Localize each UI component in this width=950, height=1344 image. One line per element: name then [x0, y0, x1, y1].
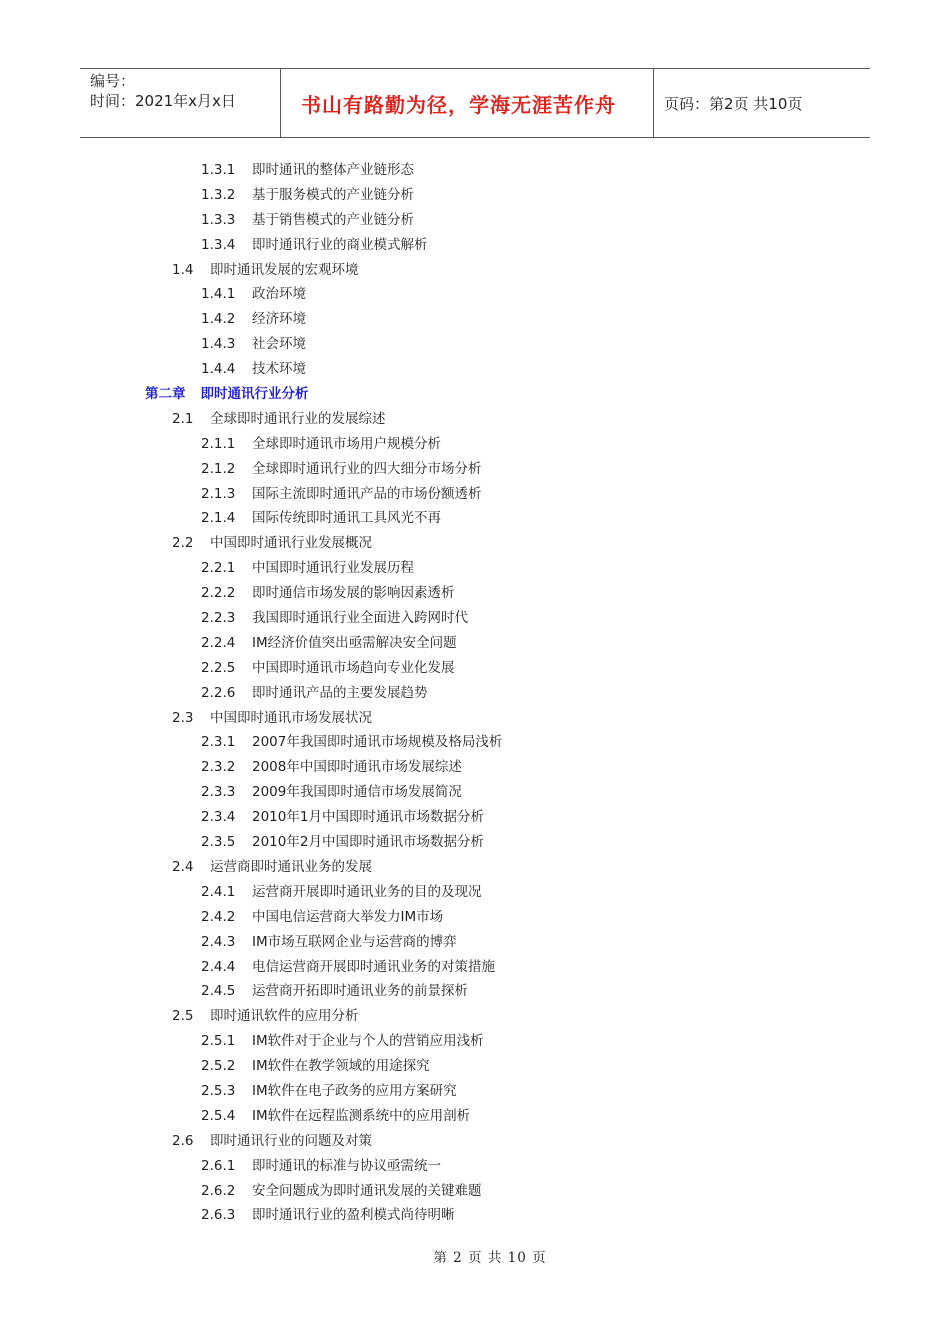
toc-entry-title: 中国电信运营商大举发力IM市场: [252, 908, 444, 925]
toc-entry[interactable]: [0, 1154, 950, 1179]
toc-entry-title: 即时通讯发展的宏观环境: [210, 261, 359, 278]
toc-entry[interactable]: [0, 506, 950, 531]
toc-entry[interactable]: [0, 805, 950, 830]
toc-entry-title: IM经济价值突出亟需解决安全问题: [252, 634, 457, 651]
toc-entry-number: 1.3.2: [201, 186, 236, 203]
toc-entry-title: 国际传统即时通讯工具风光不再: [252, 510, 441, 527]
toc-entry-number: 2.5.3: [201, 1082, 236, 1099]
header-meta: [80, 69, 281, 137]
toc-entry-title: 2008年中国即时通讯市场发展综述: [252, 759, 462, 776]
toc-entry[interactable]: [0, 631, 950, 656]
toc-entry-title: IM软件在教学领域的用途探究: [252, 1058, 430, 1075]
toc-entry-number: 2.3.2: [201, 759, 236, 776]
toc-entry-title: 经济环境: [252, 311, 306, 328]
toc-entry-number: 2.3.4: [201, 809, 236, 826]
toc-entry-number: 第二章: [145, 386, 186, 403]
toc-entry-title: 即时通讯的整体产业链形态: [252, 162, 414, 178]
toc-entry-title: 全球即时通讯市场用户规模分析: [252, 435, 441, 452]
toc-entry-number: 1.3.4: [201, 236, 236, 253]
toc-entry-number: 2.2.4: [201, 634, 236, 651]
toc-entry-title: 基于销售模式的产业链分析: [252, 211, 414, 228]
toc-entry-number: 1.4.1: [201, 286, 236, 303]
toc-entry-number: 2.4.5: [201, 983, 236, 1000]
toc-entry[interactable]: [0, 730, 950, 755]
toc-entry-title: 即时通讯行业的商业模式解析: [252, 236, 428, 253]
toc-entry-number: 2.6.3: [201, 1207, 236, 1224]
toc-entry[interactable]: [0, 1203, 950, 1228]
toc-entry[interactable]: [0, 930, 950, 955]
toc-entry[interactable]: [0, 457, 950, 482]
toc-entry[interactable]: [0, 382, 950, 407]
toc-entry-title: 运营商即时通讯业务的发展: [210, 858, 372, 875]
toc-entry-title: 国际主流即时通讯产品的市场份额透析: [252, 485, 482, 502]
toc-entry-number: 2.6: [172, 1132, 194, 1149]
toc-entry-title: 社会环境: [252, 336, 306, 353]
toc-entry-number: 1.4.4: [201, 361, 236, 378]
toc-entry[interactable]: [0, 780, 950, 805]
toc-entry[interactable]: [0, 880, 950, 905]
header-date: 时间：2021年x月x日: [90, 92, 236, 110]
toc-entry-number: 2.4: [172, 858, 194, 875]
toc-entry-number: 2.1.3: [201, 485, 236, 502]
toc-entry-number: 2.6.1: [201, 1157, 236, 1174]
toc-entry[interactable]: [0, 1104, 950, 1129]
toc-entry-title: 技术环境: [252, 361, 306, 378]
toc-entry-title: 电信运营商开展即时通讯业务的对策措施: [252, 958, 495, 975]
toc-entry-title: 即时通讯的标准与协议亟需统一: [252, 1157, 441, 1174]
toc-entry-title: 中国即时通讯市场发展状况: [210, 709, 372, 726]
toc-entry-title: 中国即时通讯行业发展概况: [210, 535, 372, 552]
toc-entry-number: 2.3.1: [201, 734, 236, 751]
toc-entry-number: 2.4.3: [201, 933, 236, 950]
toc-entry[interactable]: [0, 955, 950, 980]
toc-entry-number: 2.1.4: [201, 510, 236, 527]
toc-entry-number: 1.4.2: [201, 311, 236, 328]
toc-entry[interactable]: [0, 1029, 950, 1054]
toc-entry-number: 2.1.2: [201, 460, 236, 477]
toc-entry[interactable]: [0, 830, 950, 855]
toc-entry-title: 中国即时通讯市场趋向专业化发展: [252, 659, 455, 676]
toc-entry-title: 即时通讯行业的盈利模式尚待明晰: [252, 1207, 455, 1224]
toc-entry-title: IM软件对于企业与个人的营销应用浅析: [252, 1033, 484, 1050]
toc-entry-title: 全球即时通讯行业的四大细分市场分析: [252, 460, 482, 477]
toc-entry-title: 运营商开拓即时通讯业务的前景探析: [252, 983, 468, 1000]
page-footer: 第 2 页 共 10 页: [433, 1250, 547, 1266]
toc-entry-title: 基于服务模式的产业链分析: [252, 186, 414, 203]
toc-entry-title: 运营商开展即时通讯业务的目的及现况: [252, 883, 482, 900]
header-motto: 书山有路勤为径，学海无涯苦作舟: [281, 69, 654, 137]
toc-entry-number: 2.6.2: [201, 1182, 236, 1199]
toc-entry-title: 即时通讯行业的问题及对策: [210, 1132, 372, 1149]
toc-entry[interactable]: [0, 1054, 950, 1079]
toc-entry-number: 2.3: [172, 709, 194, 726]
toc-entry-number: 2.4.1: [201, 883, 236, 900]
toc-entry[interactable]: [0, 407, 950, 432]
toc-entry[interactable]: [0, 706, 950, 731]
toc-entry-number: 2.3.3: [201, 784, 236, 801]
toc-entry-number: 2.2.1: [201, 560, 236, 577]
toc-entry-number: 2.3.5: [201, 834, 236, 851]
toc-entry-title: 即时通信市场发展的影响因素透析: [252, 585, 455, 602]
toc-entry-number: 2.2.5: [201, 659, 236, 676]
toc-entry-number: 2.2: [172, 535, 194, 552]
toc-entry[interactable]: [0, 482, 950, 507]
toc-entry-title: 2010年1月中国即时通讯市场数据分析: [252, 809, 484, 826]
toc-entry-number: 2.4.2: [201, 908, 236, 925]
toc-entry[interactable]: [0, 855, 950, 880]
toc-entry-title: 政治环境: [252, 286, 306, 303]
header-id-label: 编号：: [90, 72, 136, 90]
toc-entry-title: 安全问题成为即时通讯发展的关键难题: [252, 1182, 482, 1199]
toc-entry[interactable]: [0, 1004, 950, 1029]
toc-entry[interactable]: [0, 905, 950, 930]
toc-entry[interactable]: [0, 307, 950, 332]
toc-entry[interactable]: [0, 1179, 950, 1204]
toc-entry-title: 即时通讯产品的主要发展趋势: [252, 684, 428, 701]
toc-entry-title: IM市场互联网企业与运营商的博弈: [252, 933, 457, 950]
toc-entry-number: 2.2.3: [201, 610, 236, 627]
toc-entry-number: 2.2.6: [201, 684, 236, 701]
toc-entry-number: 2.2.2: [201, 585, 236, 602]
toc-entry-title: 即时通讯软件的应用分析: [210, 1008, 359, 1025]
toc-entry-title: IM软件在电子政务的应用方案研究: [252, 1082, 457, 1099]
toc-entry-number: 2.5.1: [201, 1033, 236, 1050]
toc-entry[interactable]: [0, 208, 950, 233]
toc-entry[interactable]: [0, 432, 950, 457]
toc-entry-title: 2009年我国即时通信市场发展简况: [252, 784, 462, 801]
toc-entry-title: 即时通讯行业分析: [200, 386, 309, 403]
toc-entry-title: 我国即时通讯行业全面进入跨网时代: [252, 610, 468, 627]
toc-entry-title: 全球即时通讯行业的发展综述: [210, 410, 386, 427]
toc-entry[interactable]: [0, 681, 950, 706]
toc-entry[interactable]: [0, 531, 950, 556]
toc-entry-title: 2007年我国即时通讯市场规模及格局浅析: [252, 734, 503, 751]
toc-entry[interactable]: [0, 1079, 950, 1104]
toc-entry-number: 2.5.2: [201, 1058, 236, 1075]
toc-entry[interactable]: [0, 1129, 950, 1154]
header-page-info: 页码：第2页 共10页: [664, 94, 803, 113]
toc-entry[interactable]: [0, 258, 950, 283]
toc-entry[interactable]: [0, 183, 950, 208]
toc-entry-title: 2010年2月中国即时通讯市场数据分析: [252, 834, 484, 851]
toc-entry[interactable]: [0, 282, 950, 307]
toc-entry[interactable]: [0, 233, 950, 258]
toc-entry-number: 2.1.1: [201, 435, 236, 452]
toc-entry[interactable]: [0, 357, 950, 382]
toc-entry-number: 1.4.3: [201, 336, 236, 353]
toc-entry-title: 中国即时通讯行业发展历程: [252, 560, 414, 577]
table-of-contents: [0, 158, 950, 1228]
page-header: [80, 68, 870, 138]
toc-entry-number: 1.3.3: [201, 211, 236, 228]
toc-entry-number: 2.5.4: [201, 1107, 236, 1124]
toc-entry[interactable]: [0, 158, 950, 183]
toc-entry-number: 2.4.4: [201, 958, 236, 975]
toc-entry[interactable]: [0, 755, 950, 780]
toc-entry[interactable]: [0, 332, 950, 357]
toc-entry-number: 1.4: [172, 261, 194, 278]
toc-entry[interactable]: [0, 606, 950, 631]
toc-entry-title: IM软件在远程监测系统中的应用剖析: [252, 1107, 471, 1124]
toc-entry-number: 2.5: [172, 1008, 194, 1025]
toc-entry-number: 2.1: [172, 410, 194, 427]
toc-entry[interactable]: [0, 581, 950, 606]
toc-entry[interactable]: [0, 656, 950, 681]
toc-entry[interactable]: [0, 556, 950, 581]
toc-entry-number: 1.3.1: [201, 162, 236, 178]
toc-entry[interactable]: [0, 979, 950, 1004]
